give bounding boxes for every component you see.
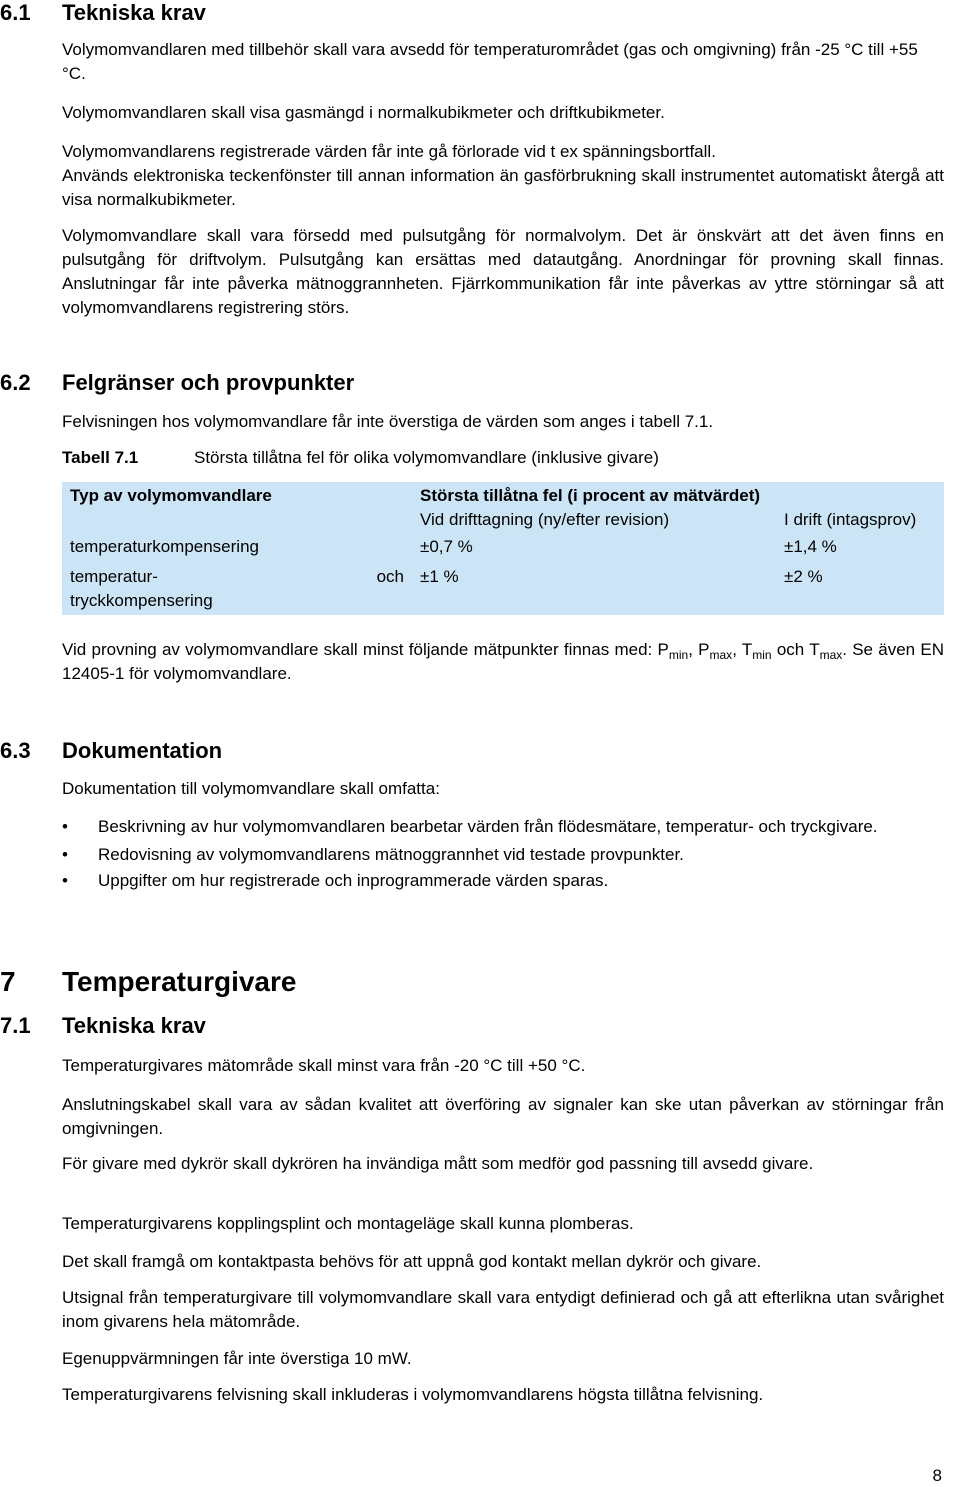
bullet-icon: • bbox=[62, 845, 68, 864]
cell-type-part: tryckkompensering bbox=[70, 591, 213, 610]
paragraph-pulse-output: Volymomvandlare skall vara försedd med pulsutgång för normalvolym. Det är önskvärt att det även finns en pulsutgång för driftvolym. Pulsutgång kan ersättas med datautgång. Anordningar för provning skall finnas. Anslutningar får inte påverka mätnoggrannheten. Fjärrkommunikation får inte påverkas av yttre störningar så att volymomvandlarens registrering störs. bbox=[62, 226, 944, 317]
text-run: och T bbox=[771, 640, 820, 659]
table-row bbox=[62, 532, 944, 559]
cell-type-part: och bbox=[376, 567, 404, 586]
text-run: . Se även EN 12405-1 för volymomvandlare. bbox=[62, 640, 944, 683]
paragraph-gas-volume: Volymomvandlaren skall visa gasmängd i normalkubikmeter och driftkubikmeter. bbox=[62, 103, 665, 122]
paragraph-error-limits: Felvisningen hos volymomvandlare får inte överstiga de värden som anges i tabell 7.1. bbox=[62, 412, 714, 431]
paragraph: Temperaturgivares mätområde skall minst vara från -20 °C till +50 °C. bbox=[62, 1056, 586, 1075]
section-heading-6-3 bbox=[0, 738, 222, 764]
paragraph: Det skall framgå om kontaktpasta behövs för att uppnå god kontakt mellan dykrör och givare. bbox=[62, 1252, 762, 1271]
paragraph: Egenuppvärmningen får inte överstiga 10 mW. bbox=[62, 1349, 412, 1368]
chapter-title: Temperaturgivare bbox=[62, 966, 297, 997]
bullet-icon: • bbox=[62, 871, 68, 890]
section-number: 7.1 bbox=[0, 1013, 31, 1038]
chapter-number: 7 bbox=[0, 966, 16, 997]
paragraph-documentation-intro: Dokumentation till volymomvandlare skall omfatta: bbox=[62, 779, 440, 798]
cell-type-part: temperatur- bbox=[70, 567, 158, 586]
paragraph-measurement-points bbox=[62, 638, 944, 686]
subheader-in-service: I drift (intagsprov) bbox=[784, 510, 917, 529]
section-title: Felgränser och provpunkter bbox=[62, 370, 355, 395]
section-heading-6-2 bbox=[0, 370, 354, 396]
list-item-text: Uppgifter om hur registrerade och inprogrammerade värden sparas. bbox=[98, 871, 609, 890]
section-number: 6.2 bbox=[0, 370, 31, 395]
paragraph: För givare med dykrör skall dykrören ha invändiga mått som medför god passning till avsedd givare. bbox=[62, 1154, 814, 1173]
header-type: Typ av volymomvandlare bbox=[70, 486, 272, 505]
error-limits-table bbox=[62, 482, 944, 615]
subheader-empty bbox=[62, 508, 412, 532]
cell-in-service: ±1,4 % bbox=[784, 537, 837, 556]
subscript: min bbox=[668, 648, 689, 662]
section-heading-6-1 bbox=[0, 0, 206, 26]
subscript: max bbox=[819, 648, 843, 662]
cell-in-service: ±2 % bbox=[784, 567, 823, 586]
subscript: min bbox=[752, 648, 772, 662]
paragraph: Utsignal från temperaturgivare till volymomvandlare skall vara entydigt definierad och gå att efterlikna utan svårighet inom givarens hela mätområde. bbox=[62, 1288, 944, 1331]
section-title: Tekniska krav bbox=[62, 1013, 206, 1038]
cell-type: temperaturkompensering bbox=[70, 537, 259, 556]
list-item-text: Beskrivning av hur volymomvandlaren bearbetar värden från flödesmätare, temperatur- och tryckgivare. bbox=[98, 817, 878, 836]
subscript: max bbox=[709, 648, 733, 662]
cell-type bbox=[62, 559, 412, 615]
section-number: 6.3 bbox=[0, 738, 31, 763]
list-item bbox=[62, 815, 944, 839]
subheader-initial: Vid drifttagning (ny/efter revision) bbox=[420, 510, 670, 529]
section-number: 6.1 bbox=[0, 0, 31, 25]
paragraph-registered-values: Volymomvandlarens registrerade värden får inte gå förlorade vid t ex spänningsbortfall. bbox=[62, 142, 716, 161]
list-item bbox=[62, 869, 944, 893]
section-title: Tekniska krav bbox=[62, 0, 206, 25]
table-header-row bbox=[62, 482, 944, 508]
table-caption bbox=[62, 446, 659, 470]
bullet-icon: • bbox=[62, 817, 68, 836]
paragraph-electronic-display: Används elektroniska teckenfönster till annan information än gasförbrukning skall instrumentet automatiskt återgå att visa normalkubikmeter. bbox=[62, 166, 944, 209]
text-run: , P bbox=[688, 640, 710, 659]
chapter-heading-7 bbox=[0, 966, 296, 998]
table-row bbox=[62, 559, 944, 615]
table-subheader-row bbox=[62, 508, 944, 532]
paragraph-temperature-range: Volymomvandlaren med tillbehör skall vara avsedd för temperaturområdet (gas och omgivning) från -25 °C till +55 °C. bbox=[62, 40, 918, 83]
paragraph: Anslutningskabel skall vara av sådan kvalitet att överföring av signaler kan ske utan påverkan av störningar från omgivningen. bbox=[62, 1095, 944, 1138]
list-item bbox=[62, 843, 944, 867]
list-item-text: Redovisning av volymomvandlarens mätnoggrannhet vid testade provpunkter. bbox=[98, 845, 684, 864]
table-label: Tabell 7.1 bbox=[62, 448, 139, 467]
text-run: Vid provning av volymomvandlare skall minst följande mätpunkter finnas med: P bbox=[62, 640, 669, 659]
section-title: Dokumentation bbox=[62, 738, 223, 763]
text-run: , T bbox=[732, 640, 753, 659]
cell-initial: ±1 % bbox=[420, 567, 459, 586]
table-caption-text: Största tillåtna fel för olika volymomvandlare (inklusive givare) bbox=[194, 448, 659, 467]
documentation-list bbox=[62, 815, 944, 895]
header-max-error: Största tillåtna fel (i procent av mätvärdet) bbox=[420, 486, 761, 505]
cell-initial: ±0,7 % bbox=[420, 537, 473, 556]
section-heading-7-1 bbox=[0, 1013, 206, 1039]
page-number: 8 bbox=[932, 1466, 942, 1485]
paragraph: Temperaturgivarens felvisning skall inkluderas i volymomvandlarens högsta tillåtna felvisning. bbox=[62, 1385, 764, 1404]
paragraph: Temperaturgivarens kopplingsplint och montageläge skall kunna plomberas. bbox=[62, 1214, 634, 1233]
